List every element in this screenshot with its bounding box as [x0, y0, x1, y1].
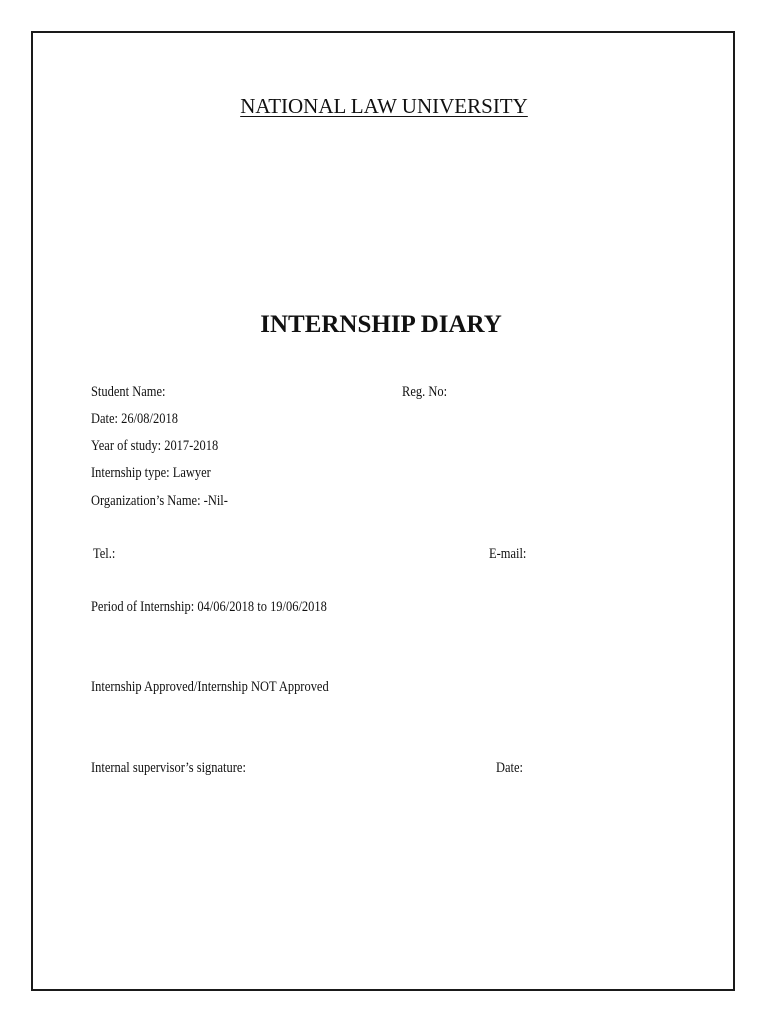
- organization-name-field: Organization’s Name: -Nil-: [91, 493, 228, 509]
- approval-status-field: Internship Approved/Internship NOT Approved: [91, 679, 329, 695]
- tel-field: Tel.:: [93, 546, 116, 562]
- diary-title: INTERNSHIP DIARY: [260, 311, 502, 338]
- email-field: E-mail:: [489, 546, 527, 562]
- internship-period-field: Period of Internship: 04/06/2018 to 19/06/2018: [91, 599, 327, 615]
- year-of-study-field: Year of study: 2017-2018: [91, 438, 219, 454]
- internship-type-field: Internship type: Lawyer: [91, 465, 211, 481]
- reg-no-field: Reg. No:: [402, 384, 448, 400]
- university-title: NATIONAL LAW UNIVERSITY: [240, 94, 528, 118]
- student-name-field: Student Name:: [91, 384, 166, 400]
- supervisor-signature-field: Internal supervisor’s signature:: [91, 760, 246, 776]
- page-border: [31, 31, 735, 991]
- date-field: Date: 26/08/2018: [91, 411, 178, 427]
- signature-date-field: Date:: [496, 760, 524, 776]
